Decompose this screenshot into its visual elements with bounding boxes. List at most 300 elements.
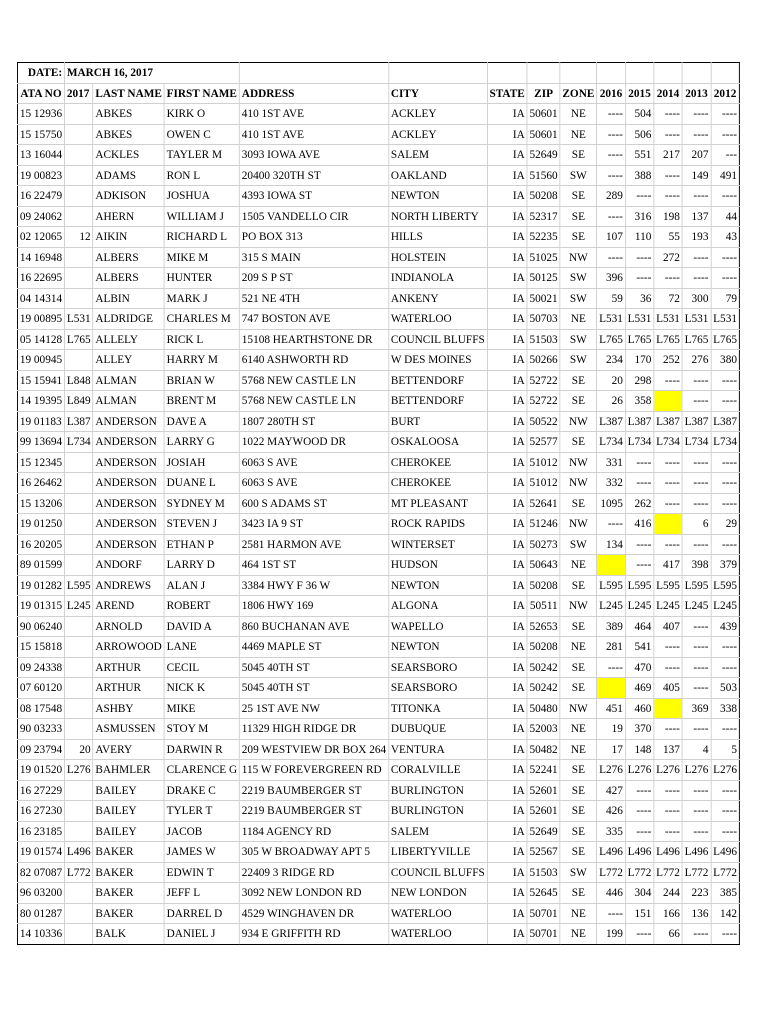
cell-last-name: BAKER <box>93 842 164 863</box>
cell-ata-no: 19 01574 <box>17 842 64 863</box>
cell-zip: 52567 <box>527 842 560 863</box>
cell-year-2012: 439 <box>711 616 740 637</box>
cell-first-name: TAYLER M <box>164 145 239 166</box>
table-row <box>17 391 739 412</box>
cell-address: 5045 40TH ST <box>239 678 388 699</box>
cell-year-2016: 281 <box>597 637 626 658</box>
cell-first-name: JEFF L <box>164 883 239 904</box>
cell-year-2016: 331 <box>597 452 626 473</box>
cell-last-name: ANDERSON <box>93 514 164 535</box>
cell-city: CHEROKEE <box>388 473 487 494</box>
cell-year-2016: 199 <box>597 924 626 945</box>
cell-year-2014: L387 <box>654 411 683 432</box>
cell-zone: NW <box>560 596 597 617</box>
cell-last-name: ALBIN <box>93 288 164 309</box>
cell-year-2014: 198 <box>654 206 683 227</box>
cell-zone: NE <box>560 637 597 658</box>
cell-year-2016: 1095 <box>597 493 626 514</box>
cell-year-2013: 398 <box>682 555 711 576</box>
cell-last-name: ARTHUR <box>93 657 164 678</box>
cell-zip: 50242 <box>527 657 560 678</box>
cell-year-2016: ---- <box>597 165 626 186</box>
cell-ata-no: 02 12065 <box>17 227 64 248</box>
cell-year-2017 <box>64 514 93 535</box>
column-header-year-2017: 2017 <box>64 83 93 104</box>
cell-year-2012: L595 <box>711 575 740 596</box>
table-row <box>17 657 739 678</box>
cell-year-2017 <box>64 350 93 371</box>
cell-city: MT PLEASANT <box>388 493 487 514</box>
table-row <box>17 903 739 924</box>
cell-state: IA <box>487 452 527 473</box>
cell-year-2016: ---- <box>597 104 626 125</box>
table-row <box>17 370 739 391</box>
cell-first-name: ETHAN P <box>164 534 239 555</box>
cell-zip: 51025 <box>527 247 560 268</box>
cell-year-2013: L734 <box>682 432 711 453</box>
cell-ata-no: 99 13694 <box>17 432 64 453</box>
cell-year-2014: 217 <box>654 145 683 166</box>
cell-zip: 50242 <box>527 678 560 699</box>
cell-address: 600 S ADAMS ST <box>239 493 388 514</box>
cell-ata-no: 07 60120 <box>17 678 64 699</box>
cell-city: ACKLEY <box>388 124 487 145</box>
cell-zip: 52653 <box>527 616 560 637</box>
cell-year-2014: ---- <box>654 780 683 801</box>
cell-state: IA <box>487 288 527 309</box>
cell-year-2014: ---- <box>654 534 683 555</box>
cell-year-2014: ---- <box>654 452 683 473</box>
cell-state: IA <box>487 924 527 945</box>
roster-table-body <box>17 63 739 945</box>
cell-year-2015: L245 <box>625 596 654 617</box>
cell-year-2013: ---- <box>682 493 711 514</box>
cell-state: IA <box>487 821 527 842</box>
table-row <box>17 104 739 125</box>
cell-state: IA <box>487 637 527 658</box>
cell-year-2012: 503 <box>711 678 740 699</box>
cell-zone: SE <box>560 801 597 822</box>
cell-year-2015: ---- <box>625 924 654 945</box>
cell-ata-no: 19 01183 <box>17 411 64 432</box>
table-row <box>17 596 739 617</box>
date-value: MARCH 16, 2017 <box>64 63 239 84</box>
cell-year-2014: 55 <box>654 227 683 248</box>
cell-zip: 52649 <box>527 821 560 842</box>
cell-zip: 50601 <box>527 104 560 125</box>
column-header-year-2013: 2013 <box>682 83 711 104</box>
cell-state: IA <box>487 862 527 883</box>
cell-year-2015: L772 <box>625 862 654 883</box>
cell-year-2014: 166 <box>654 903 683 924</box>
cell-ata-no: 96 03200 <box>17 883 64 904</box>
cell-city: SEARSBORO <box>388 657 487 678</box>
cell-first-name: LARRY G <box>164 432 239 453</box>
cell-year-2016: L496 <box>597 842 626 863</box>
cell-year-2015: 316 <box>625 206 654 227</box>
cell-year-2017 <box>64 493 93 514</box>
cell-ata-no: 09 23794 <box>17 739 64 760</box>
cell-year-2014: 252 <box>654 350 683 371</box>
cell-ata-no: 16 26462 <box>17 473 64 494</box>
cell-year-2012: --- <box>711 145 740 166</box>
cell-city: WINTERSET <box>388 534 487 555</box>
cell-year-2016: ---- <box>597 657 626 678</box>
cell-year-2014: L595 <box>654 575 683 596</box>
cell-year-2017 <box>64 452 93 473</box>
cell-address: 5045 40TH ST <box>239 657 388 678</box>
cell-state: IA <box>487 534 527 555</box>
cell-city: TITONKA <box>388 698 487 719</box>
cell-year-2016: L245 <box>597 596 626 617</box>
column-header-row <box>17 83 739 104</box>
cell-ata-no: 04 14314 <box>17 288 64 309</box>
cell-city: W DES MOINES <box>388 350 487 371</box>
cell-state: IA <box>487 145 527 166</box>
table-row <box>17 924 739 945</box>
cell-state: IA <box>487 801 527 822</box>
cell-zone: NW <box>560 514 597 535</box>
cell-last-name: AREND <box>93 596 164 617</box>
cell-city: NEW LONDON <box>388 883 487 904</box>
cell-year-2016: ---- <box>597 903 626 924</box>
cell-city: BURLINGTON <box>388 801 487 822</box>
cell-city: DUBUQUE <box>388 719 487 740</box>
cell-year-2017 <box>64 534 93 555</box>
cell-first-name: RON L <box>164 165 239 186</box>
cell-year-2014: ---- <box>654 268 683 289</box>
cell-ata-no: 19 00895 <box>17 309 64 330</box>
cell-year-2012: ---- <box>711 493 740 514</box>
table-row <box>17 206 739 227</box>
cell-zone: SE <box>560 186 597 207</box>
cell-state: IA <box>487 165 527 186</box>
cell-last-name: BAKER <box>93 903 164 924</box>
cell-year-2013: ---- <box>682 678 711 699</box>
cell-year-2016: ---- <box>597 247 626 268</box>
cell-year-2016: ---- <box>597 514 626 535</box>
cell-ata-no: 89 01599 <box>17 555 64 576</box>
cell-year-2014: ---- <box>654 370 683 391</box>
cell-city: ANKENY <box>388 288 487 309</box>
cell-year-2015: L734 <box>625 432 654 453</box>
table-row <box>17 329 739 350</box>
cell-last-name: AHERN <box>93 206 164 227</box>
cell-last-name: BAHMLER <box>93 760 164 781</box>
cell-zone: NE <box>560 124 597 145</box>
cell-ata-no: 16 22695 <box>17 268 64 289</box>
column-header-state: STATE <box>487 83 527 104</box>
cell-year-2017: L772 <box>64 862 93 883</box>
cell-zip: 50643 <box>527 555 560 576</box>
cell-address: 3423 IA 9 ST <box>239 514 388 535</box>
table-row <box>17 555 739 576</box>
cell-year-2012: ---- <box>711 801 740 822</box>
cell-zip: 51560 <box>527 165 560 186</box>
cell-year-2013: 369 <box>682 698 711 719</box>
cell-zone: SW <box>560 268 597 289</box>
cell-year-2016: 427 <box>597 780 626 801</box>
cell-address: 6063 S AVE <box>239 473 388 494</box>
cell-year-2017 <box>64 206 93 227</box>
cell-zone: SE <box>560 575 597 596</box>
cell-city: WATERLOO <box>388 903 487 924</box>
cell-last-name: ALLELY <box>93 329 164 350</box>
cell-year-2013: 137 <box>682 206 711 227</box>
cell-ata-no: 09 24338 <box>17 657 64 678</box>
cell-last-name: ADAMS <box>93 165 164 186</box>
cell-last-name: ARNOLD <box>93 616 164 637</box>
cell-year-2015: 460 <box>625 698 654 719</box>
cell-last-name: ANDERSON <box>93 411 164 432</box>
cell-year-2015: 416 <box>625 514 654 535</box>
cell-ata-no: 09 24062 <box>17 206 64 227</box>
cell-year-2012: ---- <box>711 186 740 207</box>
cell-year-2016 <box>597 678 626 699</box>
cell-first-name: DAVE A <box>164 411 239 432</box>
cell-state: IA <box>487 432 527 453</box>
cell-year-2017: L849 <box>64 391 93 412</box>
cell-city: BETTENDORF <box>388 391 487 412</box>
cell-year-2016: L734 <box>597 432 626 453</box>
cell-zip: 50601 <box>527 124 560 145</box>
cell-zip: 50208 <box>527 186 560 207</box>
cell-year-2012: ---- <box>711 370 740 391</box>
cell-year-2012: 380 <box>711 350 740 371</box>
cell-year-2013: L531 <box>682 309 711 330</box>
cell-city: CHEROKEE <box>388 452 487 473</box>
cell-year-2017 <box>64 145 93 166</box>
table-row <box>17 514 739 535</box>
cell-zone: SE <box>560 678 597 699</box>
cell-year-2013: 300 <box>682 288 711 309</box>
table-row <box>17 739 739 760</box>
column-header-address: ADDRESS <box>239 83 388 104</box>
cell-year-2013: 193 <box>682 227 711 248</box>
cell-year-2012: 385 <box>711 883 740 904</box>
cell-zone: NW <box>560 452 597 473</box>
cell-year-2012: 29 <box>711 514 740 535</box>
cell-zip: 52649 <box>527 145 560 166</box>
cell-year-2017: L531 <box>64 309 93 330</box>
table-row <box>17 288 739 309</box>
cell-year-2014: 66 <box>654 924 683 945</box>
cell-year-2016: ---- <box>597 206 626 227</box>
cell-year-2012: ---- <box>711 534 740 555</box>
cell-year-2016: 134 <box>597 534 626 555</box>
cell-city: INDIANOLA <box>388 268 487 289</box>
cell-last-name: BAKER <box>93 862 164 883</box>
table-row <box>17 883 739 904</box>
cell-last-name: BAKER <box>93 883 164 904</box>
cell-first-name: MARK J <box>164 288 239 309</box>
cell-year-2016: 389 <box>597 616 626 637</box>
column-header-year-2014: 2014 <box>654 83 683 104</box>
cell-year-2015: 506 <box>625 124 654 145</box>
cell-state: IA <box>487 493 527 514</box>
cell-year-2012: ---- <box>711 821 740 842</box>
cell-city: WATERLOO <box>388 924 487 945</box>
cell-year-2014: ---- <box>654 637 683 658</box>
cell-state: IA <box>487 719 527 740</box>
cell-zip: 50701 <box>527 903 560 924</box>
cell-last-name: ADKISON <box>93 186 164 207</box>
cell-year-2016: ---- <box>597 145 626 166</box>
cell-last-name: ALMAN <box>93 370 164 391</box>
cell-year-2015: ---- <box>625 186 654 207</box>
cell-year-2015: 388 <box>625 165 654 186</box>
cell-address: 3384 HWY F 36 W <box>239 575 388 596</box>
cell-ata-no: 15 13206 <box>17 493 64 514</box>
cell-address: 1184 AGENCY RD <box>239 821 388 842</box>
cell-year-2015: L276 <box>625 760 654 781</box>
cell-last-name: BAILEY <box>93 821 164 842</box>
cell-year-2015: ---- <box>625 801 654 822</box>
cell-year-2015: 298 <box>625 370 654 391</box>
cell-last-name: ANDERSON <box>93 493 164 514</box>
cell-ata-no: 14 16948 <box>17 247 64 268</box>
cell-address: 410 1ST AVE <box>239 104 388 125</box>
cell-first-name: CLARENCE G <box>164 760 239 781</box>
cell-year-2015: 36 <box>625 288 654 309</box>
cell-year-2014: ---- <box>654 493 683 514</box>
cell-year-2016: 451 <box>597 698 626 719</box>
cell-address: 209 S P ST <box>239 268 388 289</box>
table-row <box>17 473 739 494</box>
cell-address: 860 BUCHANAN AVE <box>239 616 388 637</box>
cell-year-2013: ---- <box>682 104 711 125</box>
table-row <box>17 350 739 371</box>
cell-year-2013: 276 <box>682 350 711 371</box>
cell-first-name: STOY M <box>164 719 239 740</box>
cell-year-2012: ---- <box>711 719 740 740</box>
cell-year-2017 <box>64 288 93 309</box>
cell-ata-no: 82 07087 <box>17 862 64 883</box>
cell-state: IA <box>487 903 527 924</box>
cell-city: NEWTON <box>388 575 487 596</box>
cell-last-name: ALBERS <box>93 268 164 289</box>
cell-zip: 50522 <box>527 411 560 432</box>
cell-city: WAPELLO <box>388 616 487 637</box>
cell-year-2015: 469 <box>625 678 654 699</box>
cell-zone: SE <box>560 780 597 801</box>
cell-year-2017 <box>64 616 93 637</box>
cell-last-name: ALMAN <box>93 391 164 412</box>
column-header-last-name: LAST NAME <box>93 83 164 104</box>
cell-first-name: WILLIAM J <box>164 206 239 227</box>
cell-year-2015: 304 <box>625 883 654 904</box>
cell-first-name: RICK L <box>164 329 239 350</box>
cell-ata-no: 15 12936 <box>17 104 64 125</box>
table-row <box>17 575 739 596</box>
cell-year-2012: ---- <box>711 452 740 473</box>
cell-year-2013: L276 <box>682 760 711 781</box>
cell-year-2012: L496 <box>711 842 740 863</box>
cell-year-2012: L387 <box>711 411 740 432</box>
cell-city: HOLSTEIN <box>388 247 487 268</box>
cell-year-2014: ---- <box>654 801 683 822</box>
column-header-year-2016: 2016 <box>597 83 626 104</box>
cell-year-2014: 405 <box>654 678 683 699</box>
cell-zip: 52645 <box>527 883 560 904</box>
cell-zone: SE <box>560 842 597 863</box>
cell-state: IA <box>487 186 527 207</box>
cell-year-2016: L387 <box>597 411 626 432</box>
cell-year-2017: L245 <box>64 596 93 617</box>
cell-year-2014: 407 <box>654 616 683 637</box>
cell-year-2016: 17 <box>597 739 626 760</box>
cell-ata-no: 19 01315 <box>17 596 64 617</box>
cell-address: 410 1ST AVE <box>239 124 388 145</box>
cell-zone: NE <box>560 719 597 740</box>
cell-zone: NE <box>560 924 597 945</box>
cell-year-2017 <box>64 678 93 699</box>
cell-zip: 50511 <box>527 596 560 617</box>
cell-zone: SE <box>560 432 597 453</box>
cell-address: 2219 BAUMBERGER ST <box>239 801 388 822</box>
cell-year-2016: 107 <box>597 227 626 248</box>
cell-last-name: ABKES <box>93 104 164 125</box>
table-row <box>17 678 739 699</box>
cell-year-2017: L387 <box>64 411 93 432</box>
cell-state: IA <box>487 104 527 125</box>
cell-year-2016: L772 <box>597 862 626 883</box>
cell-year-2013: ---- <box>682 637 711 658</box>
cell-year-2016 <box>597 555 626 576</box>
cell-zip: 50703 <box>527 309 560 330</box>
cell-city: ROCK RAPIDS <box>388 514 487 535</box>
cell-year-2017 <box>64 268 93 289</box>
cell-year-2013: ---- <box>682 801 711 822</box>
cell-first-name: LARRY D <box>164 555 239 576</box>
table-row <box>17 493 739 514</box>
cell-ata-no: 14 10336 <box>17 924 64 945</box>
cell-first-name: ALAN J <box>164 575 239 596</box>
table-row <box>17 719 739 740</box>
cell-first-name: TYLER T <box>164 801 239 822</box>
cell-zip: 52577 <box>527 432 560 453</box>
cell-year-2012: 142 <box>711 903 740 924</box>
cell-last-name: ANDERSON <box>93 432 164 453</box>
cell-year-2013: ---- <box>682 616 711 637</box>
cell-year-2012: ---- <box>711 924 740 945</box>
cell-ata-no: 90 06240 <box>17 616 64 637</box>
cell-zip: 52601 <box>527 801 560 822</box>
cell-city: NEWTON <box>388 186 487 207</box>
cell-year-2017: 12 <box>64 227 93 248</box>
cell-first-name: DUANE L <box>164 473 239 494</box>
cell-address: 20400 320TH ST <box>239 165 388 186</box>
cell-zip: 50266 <box>527 350 560 371</box>
cell-address: 115 W FOREVERGREEN RD <box>239 760 388 781</box>
cell-zip: 50482 <box>527 739 560 760</box>
cell-year-2017 <box>64 719 93 740</box>
table-row <box>17 268 739 289</box>
cell-year-2015: ---- <box>625 534 654 555</box>
cell-year-2013: 136 <box>682 903 711 924</box>
cell-year-2012: 338 <box>711 698 740 719</box>
cell-year-2012: L772 <box>711 862 740 883</box>
cell-ata-no: 15 15818 <box>17 637 64 658</box>
cell-address: 6140 ASHWORTH RD <box>239 350 388 371</box>
table-row <box>17 821 739 842</box>
cell-year-2017: L734 <box>64 432 93 453</box>
cell-year-2017: L496 <box>64 842 93 863</box>
column-header-zip: ZIP <box>527 83 560 104</box>
cell-city: COUNCIL BLUFFS <box>388 329 487 350</box>
cell-year-2015: 151 <box>625 903 654 924</box>
cell-zone: NW <box>560 473 597 494</box>
